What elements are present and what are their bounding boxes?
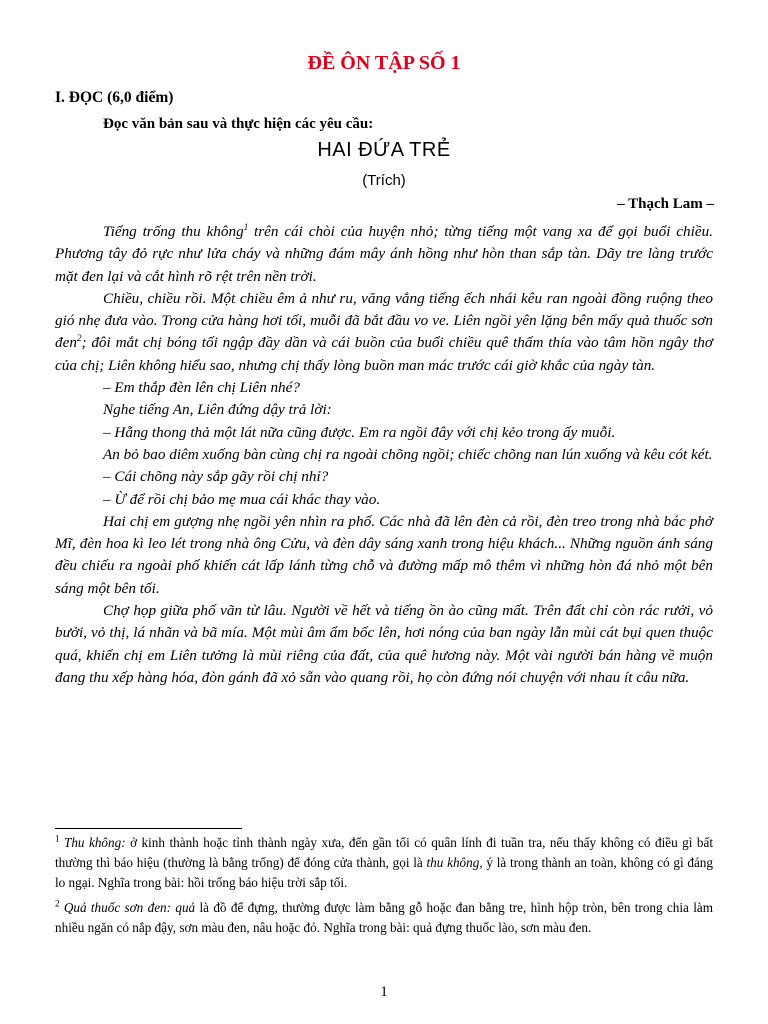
paragraph-7: – Cái chõng này sắp gãy rồi chị nhỉ? xyxy=(103,468,329,486)
footnote-2-number: 2 xyxy=(55,899,60,909)
footnote-1-text: ở kinh thành hoặc tỉnh thành ngày xưa, đến gần tối có quân lính đi tuần tra, nếu thấy không có điều gì bất thường thì báo hiệu (thường là bằng trống) để đóng cửa thành, gọi là xyxy=(55,835,713,870)
footnote-ref-2: 2 xyxy=(76,333,82,344)
footnote-2-text: là đồ để đựng, thường được làm bằng gỗ hoặc đan bằng tre, hình hộp tròn, bên trong chia làm nhiều ngăn có nắp đậy, sơn màu đen, nâu hoặc đỏ. Nghĩa trong bài: quả đựng thuốc lào, sơn màu đen. xyxy=(55,900,713,936)
paragraph-8: – Ừ để rồi chị bảo mẹ mua cái khác thay vào. xyxy=(103,490,381,508)
paragraph-3: – Em thắp đèn lên chị Liên nhé? xyxy=(103,379,300,397)
section-heading: I. ĐỌC (6,0 điểm) xyxy=(55,89,174,106)
paragraph-2 xyxy=(55,288,713,377)
paragraph-2-rest: ; đôi mắt chị bóng tối ngập đầy dần và cái buồn của buổi chiều quê thấm thía vào tâm hồn ngây thơ của chị; Liên không hiểu sao, nhưng chị thấy lòng buồn man mác trước cái giờ khắc của ngày tàn. xyxy=(55,334,713,374)
story-subtitle: (Trích) xyxy=(362,172,406,189)
page-number: 1 xyxy=(380,984,388,1000)
footnote-ref-1: 1 xyxy=(243,221,249,232)
paragraph-10: Chợ họp giữa phố vãn từ lâu. Người về hết và tiếng ồn ào cũng mất. Trên đất chỉ còn rác rưởi, vỏ bưởi, vỏ thị, lá nhãn và bã mía. Một mùi âm ẩm bốc lên, hơi nóng của ban ngày lẫn mùi cát bụi quen thuộc quá, khiến chị em Liên tưởng là mùi riêng của đất, của quê hương này. Một vài người bán hàng về muộn đang thu xếp hàng hóa, đòn gánh đã xỏ sẵn vào quang rồi, họ còn đứng nói chuyện với nhau ít câu nữa. xyxy=(55,602,713,686)
paragraph-5: – Hẵng thong thả một lát nữa cũng được. Em ra ngồi đây với chị kẻo trong ấy muỗi. xyxy=(103,423,616,441)
footnote-divider xyxy=(55,828,242,829)
exam-title: ĐỀ ÔN TẬP SỐ 1 xyxy=(307,52,461,74)
footnote-1 xyxy=(55,833,713,892)
paragraph-1 xyxy=(55,221,713,288)
paragraph-6: An bỏ bao diêm xuống bàn cùng chị ra ngoài chõng ngồi; chiếc chõng nan lún xuống và kêu cót két. xyxy=(103,445,713,463)
footnote-1-number: 1 xyxy=(55,833,60,844)
paragraph-2-start: Chiều, chiều rồi. Một chiều êm ả như ru, văng vẳng tiếng ếch nhái kêu ran ngoài đồng ruộng theo gió nhẹ đưa vào. Trong cửa hàng hơi tối, muỗi đã bắt đầu vo ve. Liên ngồi yên lặng bên mấy quả thuốc sơn đen xyxy=(55,289,713,352)
reading-instruction: Đọc văn bản sau và thực hiện các yêu cầu: xyxy=(103,116,374,132)
footnote-2-term: Quả thuốc sơn đen: quả xyxy=(63,900,196,916)
footnote-1-term-2: thu không xyxy=(426,854,480,870)
paragraph-1-start: Tiếng trống thu không xyxy=(103,223,244,240)
story-author: – Thạch Lam – xyxy=(617,196,714,212)
paragraph-9: Hai chị em gượng nhẹ ngồi yên nhìn ra phố. Các nhà đã lên đèn cả rồi, đèn treo trong nhà bác phở Mĩ, đèn hoa kì leo lét trong nhà ông Cửu, và đèn dây sáng xanh trong hiệu khách... Những nguồn ánh sáng đều chiếu ra ngoài phố khiến cát lấp lánh từng chỗ và đường mấp mô thêm vì những hòn đá nhỏ một bên sáng một bên tối. xyxy=(55,512,713,597)
story-title: HAI ĐỨA TRẺ xyxy=(317,139,451,161)
footnote-1-text-end: , ý là trong thành an toàn, không có gì đáng lo ngại. Nghĩa trong bài: hồi trống báo hiệu trời sắp tối. xyxy=(55,854,713,890)
paragraph-4: Nghe tiếng An, Liên đứng dậy trả lời: xyxy=(103,401,332,419)
story-body xyxy=(55,221,713,689)
footnote-1-term: Thu không: xyxy=(63,835,126,850)
footnotes xyxy=(55,833,713,944)
paragraph-1-rest: trên cái chòi của huyện nhỏ; từng tiếng một vang xa để gọi buổi chiều. Phương tây đỏ rực như lửa cháy và những đám mây ánh hồng như hòn than sắp tàn. Dãy tre làng trước mặt đen lại và cắt hình rõ rệt trên nền trời. xyxy=(55,223,713,285)
footnote-2 xyxy=(55,898,713,938)
